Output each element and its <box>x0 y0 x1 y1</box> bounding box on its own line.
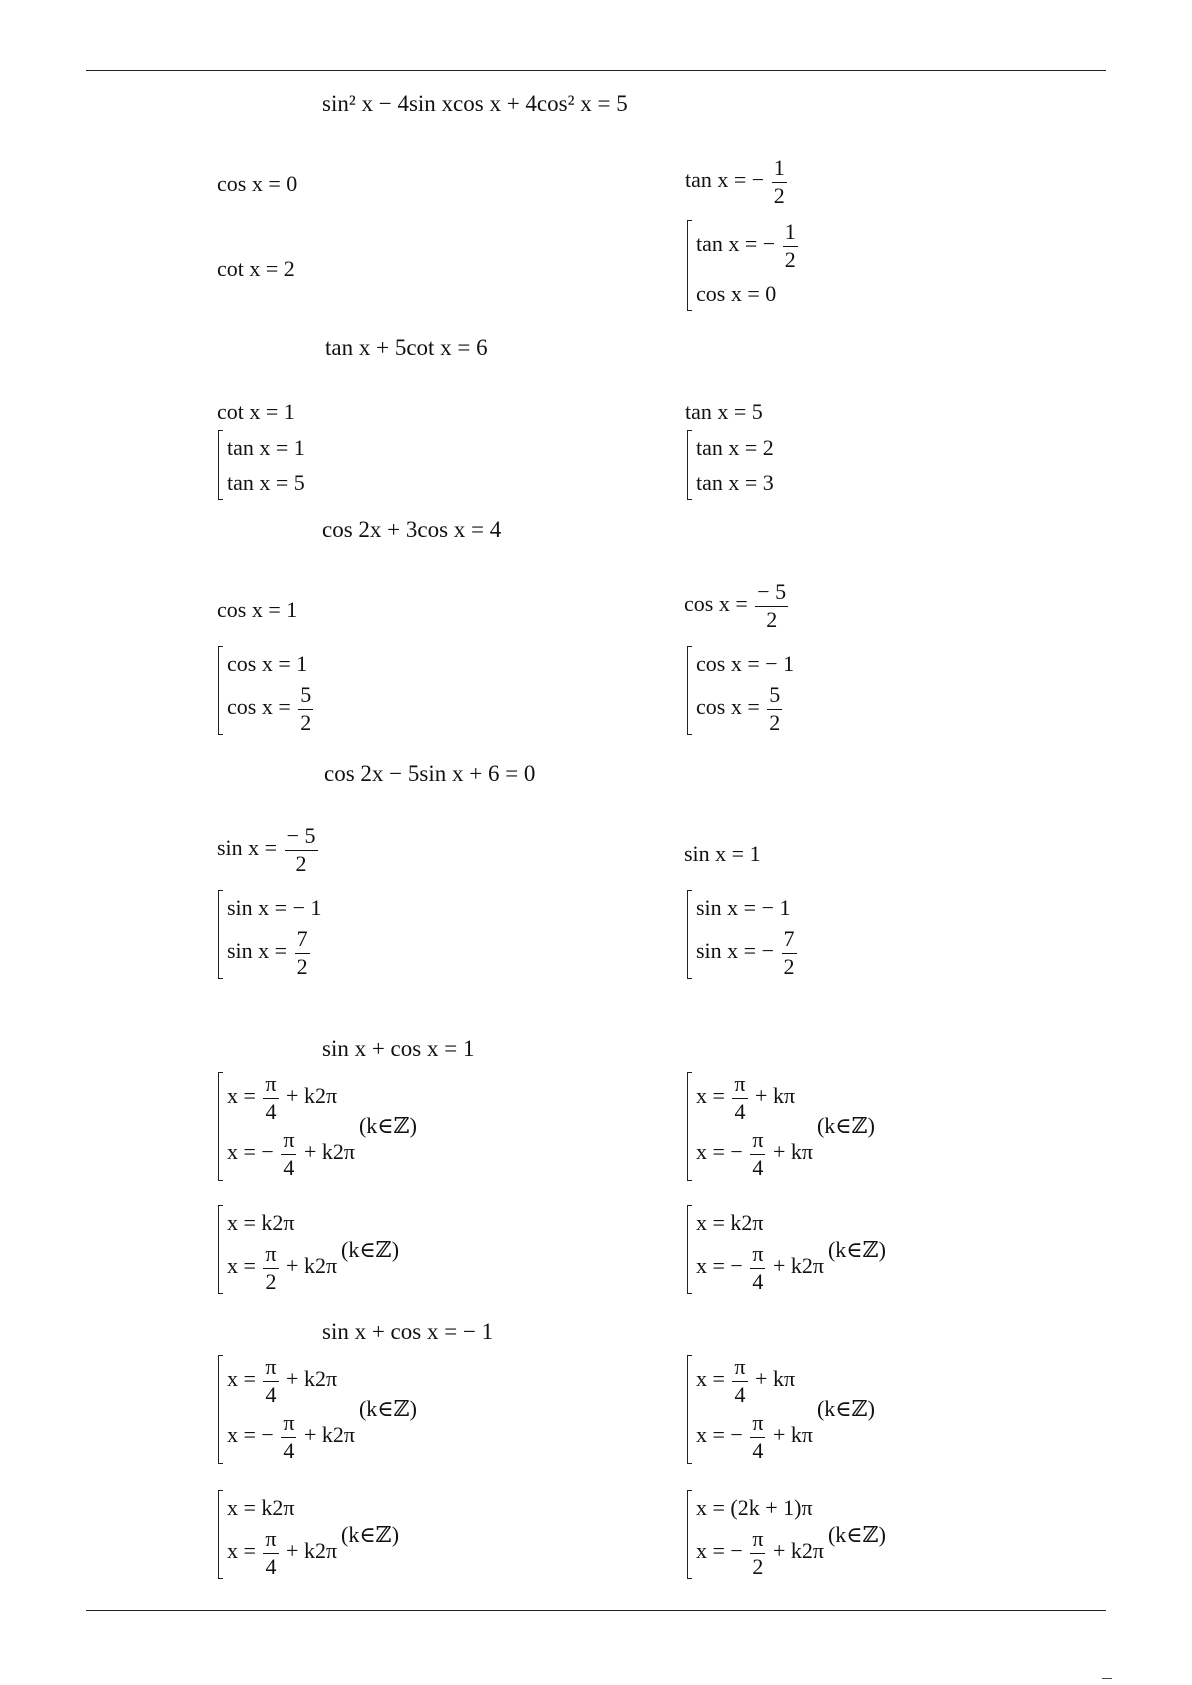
question-6-equation: sin x + cos x = − 1 <box>322 1319 494 1344</box>
question-5-equation: sin x + cos x = 1 <box>322 1036 475 1061</box>
q6-option-a[interactable] <box>218 1355 417 1464</box>
q2-option-d[interactable] <box>687 430 774 500</box>
bracket-system: cos x = 1 cos x = $\frac{5}{2}$ <box>218 646 315 735</box>
q1-option-b[interactable]: tan x = − $\frac{1}{2}$ <box>685 155 785 208</box>
q5-option-b[interactable] <box>687 1072 875 1181</box>
fraction: $\frac{- 5}{2}$ <box>757 579 787 632</box>
integer-condition: (k∈ℤ) <box>341 1236 400 1262</box>
q4-option-c[interactable] <box>218 890 322 979</box>
integer-condition: (k∈ℤ) <box>827 1236 886 1262</box>
bracket-system: x = $\frac{\pi}{4}$ + kπ x = − $\frac{\pi}{4}$ + kπ <box>687 1072 813 1181</box>
q4-option-b[interactable]: sin x = 1 <box>684 841 761 866</box>
q5-option-c[interactable] <box>218 1205 399 1294</box>
question-2-equation: tan x + 5cot x = 6 <box>325 335 488 360</box>
integer-condition: (k∈ℤ) <box>816 1113 875 1139</box>
integer-condition: (k∈ℤ) <box>341 1521 400 1547</box>
fraction: $\frac{- 5}{2}$ <box>286 823 316 876</box>
q3-option-d[interactable] <box>687 646 794 735</box>
integer-condition: (k∈ℤ) <box>358 1113 417 1139</box>
bracket-system: tan x = 1 tan x = 5 <box>218 430 305 500</box>
q6-option-c[interactable] <box>218 1490 399 1579</box>
q5-option-d[interactable] <box>687 1205 886 1294</box>
bracket-system: x = $\frac{\pi}{4}$ + k2π x = − $\frac{\pi}{4}$ + k2π <box>218 1072 355 1181</box>
bracket-system: x = (2k + 1)π x = − $\frac{\pi}{2}$ + k2π <box>687 1490 824 1579</box>
integer-condition: (k∈ℤ) <box>827 1521 886 1547</box>
q5-option-a[interactable] <box>218 1072 417 1181</box>
question-1-equation: sin² x − 4sin xcos x + 4cos² x = 5 <box>322 91 628 116</box>
q4-option-a[interactable]: sin x = $\frac{- 5}{2}$ <box>217 823 316 876</box>
q4-option-d[interactable] <box>687 890 799 979</box>
q1-option-a[interactable]: cos x = 0 <box>217 171 298 196</box>
header-rule <box>86 70 1106 71</box>
footer-rule <box>86 1610 1106 1611</box>
bracket-system: sin x = − 1 sin x = $\frac{7}{2}$ <box>218 890 322 979</box>
bracket-system: x = k2π x = $\frac{\pi}{2}$ + k2π <box>218 1205 337 1294</box>
bracket-system: sin x = − 1 sin x = − $\frac{7}{2}$ <box>687 890 799 979</box>
q6-option-b[interactable] <box>687 1355 875 1464</box>
integer-condition: (k∈ℤ) <box>816 1396 875 1422</box>
integer-condition: (k∈ℤ) <box>358 1396 417 1422</box>
question-3-equation: cos 2x + 3cos x = 4 <box>322 517 502 542</box>
bracket-system: tan x = − $\frac{1}{2}$ cos x = 0 <box>687 220 800 311</box>
bracket-system: x = $\frac{\pi}{4}$ + k2π x = − $\frac{\pi}{4}$ + k2π <box>218 1355 355 1464</box>
bracket-system: cos x = − 1 cos x = $\frac{5}{2}$ <box>687 646 794 735</box>
bracket-system: x = k2π x = − $\frac{\pi}{4}$ + k2π <box>687 1205 824 1294</box>
fraction: $\frac{1}{2}$ <box>773 155 785 208</box>
q2-option-c[interactable] <box>218 430 305 500</box>
q6-option-d[interactable] <box>687 1490 886 1579</box>
bracket-system: x = $\frac{\pi}{4}$ + kπ x = − $\frac{\pi}{4}$ + kπ <box>687 1355 813 1464</box>
q3-option-c[interactable] <box>218 646 315 735</box>
bracket-system: tan x = 2 tan x = 3 <box>687 430 774 500</box>
q3-option-b[interactable]: cos x = $\frac{- 5}{2}$ <box>684 579 787 632</box>
bracket-system: x = k2π x = $\frac{\pi}{4}$ + k2π <box>218 1490 337 1579</box>
q2-option-b[interactable]: tan x = 5 <box>685 399 763 424</box>
q2-option-a[interactable]: cot x = 1 <box>217 399 295 424</box>
page-corner-mark <box>1102 1678 1112 1679</box>
q1-option-d[interactable] <box>687 220 800 311</box>
q1-option-c[interactable]: cot x = 2 <box>217 256 295 281</box>
q3-option-a[interactable]: cos x = 1 <box>217 597 298 622</box>
question-4-equation: cos 2x − 5sin x + 6 = 0 <box>324 761 536 786</box>
